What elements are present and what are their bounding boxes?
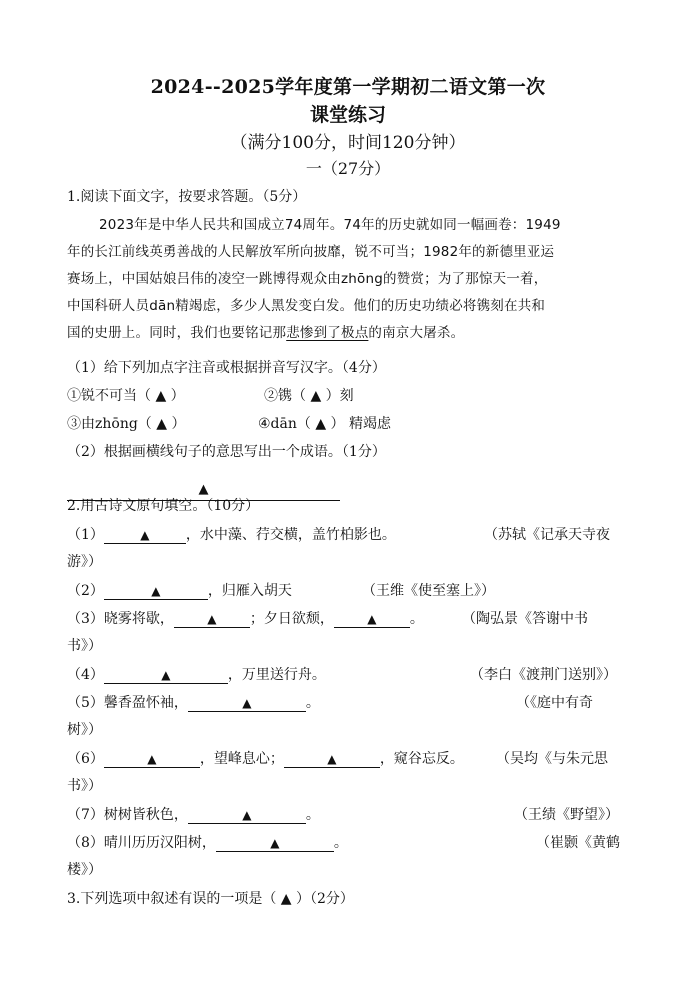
item-text: 。 [409,611,424,627]
blank-mark: ▲ [367,612,377,626]
q2-item-5-source-cont: 树》） [67,722,102,738]
blank-mark: ▲ [147,752,157,766]
passage-line-5 [67,320,632,347]
answer-blank[interactable] [334,611,410,628]
q2-item-4 [67,664,326,684]
q2-item-7-source: （王绩《野望》） [514,807,619,823]
item-number: （4） [67,667,104,683]
item-number: （3） [67,611,104,627]
blank-mark: ▲ [242,696,252,710]
answer-blank[interactable] [104,527,186,544]
answer-blank[interactable] [284,751,380,768]
q2-item-3 [67,608,424,628]
q2-item-6 [67,748,464,768]
q2-item-5 [67,692,320,712]
item-text: 晓雾将歇， [103,611,174,627]
blank-mark: ▲ [270,836,280,850]
passage-line: 年的长江前线英勇善战的人民解放军所向披靡，锐不可当；1982年的新德里亚运 [67,244,555,260]
q1-passage [67,212,632,347]
blank-mark: ▲ [151,584,161,598]
item-text: 树树皆秋色， [103,807,188,823]
q2-item-6-source: （吴均《与朱元思 [496,751,608,767]
blank-mark: ▲ [161,668,171,682]
passage-text: 国的史册上。同时，我们也要铭记那 [67,325,287,341]
passage-text: 的南京大屠杀。 [368,325,465,341]
item-number: （2） [67,583,104,599]
blank-mark: ▲ [242,808,252,822]
answer-blank[interactable] [216,835,334,852]
blank-mark: ▲ [207,612,217,626]
q2-item-4-source: （李白《渡荆门送别》） [470,667,617,683]
item-number: （8） [67,835,104,851]
q2-item-3-source: （陶弘景《答谢中书 [462,611,588,627]
q1-sub1: （1）给下列加点字注音或根据拼音写汉字。（4分） [67,360,386,376]
item-text: ，万里送行舟。 [227,667,326,683]
item-text: ；夕日欲颓， [249,611,334,627]
passage-line: 2023年是中华人民共和国成立74周年。74年的历史就如同一幅画卷：1949 [99,217,561,233]
answer-blank[interactable] [104,583,208,600]
passage-line: 赛场上，中国姑娘吕伟的凌空一跳博得观众由zhōng的赞赏；为了那惊天一着， [67,271,548,287]
q2-item-1-source-cont: 游》） [67,554,102,570]
item-number: （5） [67,695,104,711]
q1-answer-line[interactable]: ▲ [67,482,340,501]
q1-answer-1[interactable]: ①锐不可当（ ▲ ） [67,388,185,404]
q2-item-8-source: （崔颢《黄鹤 [536,835,620,851]
q2-item-2 [67,580,292,600]
answer-blank[interactable] [174,611,250,628]
q1-answer-4[interactable]: ④dān（ ▲ ） 精竭虑 [258,416,391,432]
item-number: （1） [67,527,104,543]
answer-blank[interactable] [188,807,306,824]
item-text: ，归雁入胡天 [207,583,292,599]
q1-answer-3[interactable]: ③由zhōng（ ▲ ） [67,416,186,432]
item-text: ，水中藻、荇交横，盖竹柏影也。 [185,527,396,543]
item-text: 晴川历历汉阳树， [103,835,216,851]
q2-item-1 [67,524,396,544]
q3-stem: 3.下列选项中叙述有误的一项是（ ▲ ）（2分） [67,891,354,907]
exam-title-line2: 课堂练习 [309,104,386,126]
q2-item-6-source-cont: 书》） [67,778,102,794]
q2-item-1-source: （苏轼《记承天寺夜 [484,527,610,543]
item-number: （6） [67,751,104,767]
answer-blank[interactable] [104,751,200,768]
q2-item-5-source: （《庭中有奇 [516,695,593,711]
q1-sub2: （2）根据画横线句子的意思写出一个成语。（1分） [67,444,386,460]
passage-line: 中国科研人员dān精竭虑，多少人黑发变白发。他们的历史功绩必将镌刻在共和 [67,298,546,314]
item-text: 。 [333,835,348,851]
item-text: 。 [305,695,320,711]
item-number: （7） [67,807,104,823]
q1-stem: 1.阅读下面文字，按要求答题。（5分） [67,189,307,205]
answer-blank[interactable] [188,695,306,712]
q2-item-3-source-cont: 书》） [67,638,102,654]
q2-stem: 2.用古诗文原句填空。（10分） [67,498,260,514]
underlined-phrase: 悲惨到了极点 [286,325,369,341]
q2-item-7 [67,804,320,824]
q2-item-2-source: （王维《使至塞上》） [362,583,495,599]
exam-title: 2024--2025学年度第一学期初二语文第一次 [150,76,546,98]
item-text: ，望峰息心； [199,751,284,767]
answer-blank[interactable] [104,667,228,684]
item-text: 馨香盈怀袖， [103,695,188,711]
q2-item-8 [67,832,348,852]
blank-mark: ▲ [327,752,337,766]
exam-subtitle: （满分100分，时间120分钟） [230,133,466,153]
item-text: 。 [305,807,320,823]
q1-answer-2[interactable]: ②镌（ ▲ ）刻 [264,388,354,404]
blank-mark: ▲ [140,528,150,542]
section-heading: 一（27分） [305,159,391,178]
q2-item-8-source-cont: 楼》） [67,862,102,878]
item-text: ，窥谷忘反。 [379,751,464,767]
